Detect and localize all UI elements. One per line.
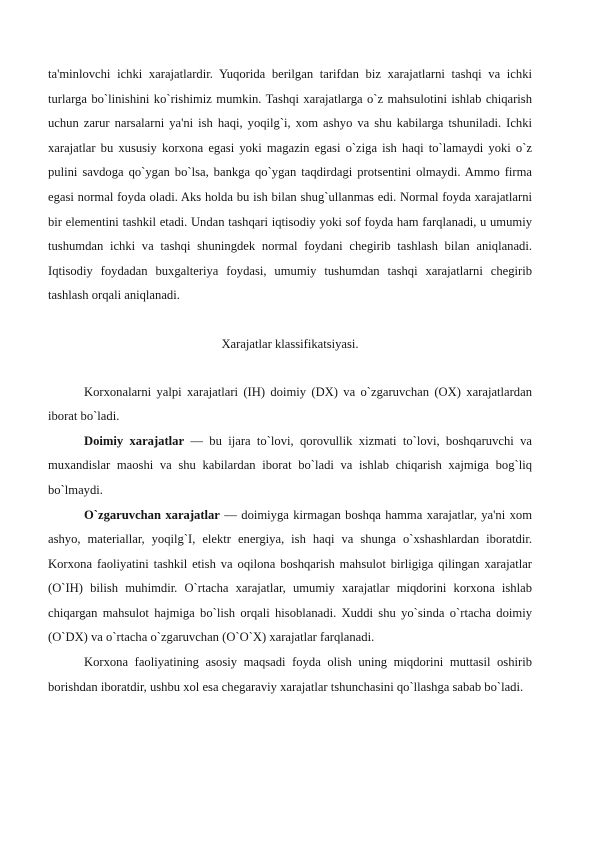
definition-fixed-costs: — bu ijara to`lovi, qorovullik xizmati to`lovi, boshqaruvchi va muxandislar maoshi va shu kabilardan iborat bo`ladi va ishlab chiqarish xajmiga bog`liq bo`lmaydi. <box>48 433 532 497</box>
paragraph-goal: Korxona faoliyatining asosiy maqsadi foyda olish uning miqdorini muttasil oshirib borishdan iboratdir, ushbu xol esa chegaraviy xarajatlar tshunchasini qo`llashga sabab bo`ladi. <box>48 655 532 694</box>
document-page <box>48 62 532 699</box>
paragraph-continuation: ta'minlovchi ichki xarajatlardir. Yuqorida berilgan tarifdan biz xarajatlarni tashqi va ichki turlarga bo`linishini ko`rishimiz mumkin. Tashqi xarajatlarga o`z mahsulotini ishlab chiqarish uchun zarur narsalarni ya'ni ish haqi, yoqilg`i, xom ashyo va shu kabilarga tshuniladi. Ichki xarajatlar bu xususiy korxona egasi yoki magazin egasi o`ziga ish haqi to`lamaydi yoki o`z pulini savdoga qo`ygan bo`lsa, bankga qo`ygan taqdirdagi protsentini olmaydi. Ammo firma egasi normal foyda oladi. Aks holda bu ish bilan shug`ullanmas edi. Normal foyda xarajatlarni bir elementini tashkil etadi. Undan tashqari iqtisodiy yoki sof foyda ham farqlanadi, u umumiy tushumdan ichki va tashqi shuningdek normal foydani chegirib tashlash bilan aniqlanadi. Iqtisodiy foydadan buxgalteriya foydasi, umumiy tushumdan tashqi xarajatlarni chegirib tashlash orqali aniqlanadi. <box>48 67 532 303</box>
definition-variable-costs: — doimiyga kirmagan boshqa hamma xarajatlar, ya'ni xom ashyo, materiallar, yoqilg`I, elektr energiya, ish haqi va shunga o`xshashlardan iboratdir. Korxona faoliyatini tashkil etish va oqilona boshqarish mahsulot birligiga qilingan xarajatlar (O`IH) bilish muhimdir. O`rtacha xarajatlar, umumiy xarajatlar miqdorini korxona ishlab chiqargan mahsulot hajmiga bo`lish orqali hisoblanadi. Xuddi shu yo`sinda o`rtacha doimiy (O`DX) va o`rtacha o`zgaruvchan (O`O`X) xarajatlar farqlanadi. <box>48 507 532 645</box>
paragraph-total-costs: Korxonalarni yalpi xarajatlari (IH) doimiy (DX) va o`zgaruvchan (OX) xarajatlardan iborat bo`ladi. <box>48 384 532 424</box>
term-variable-costs: O`zgaruvchan xarajatlar <box>84 507 220 522</box>
paragraph-fixed-costs <box>48 429 532 503</box>
term-fixed-costs: Doimiy xarajatlar <box>84 433 185 448</box>
section-heading: Xarajatlar klassifikatsiyasi. <box>221 336 359 351</box>
paragraph-variable-costs <box>48 503 532 651</box>
